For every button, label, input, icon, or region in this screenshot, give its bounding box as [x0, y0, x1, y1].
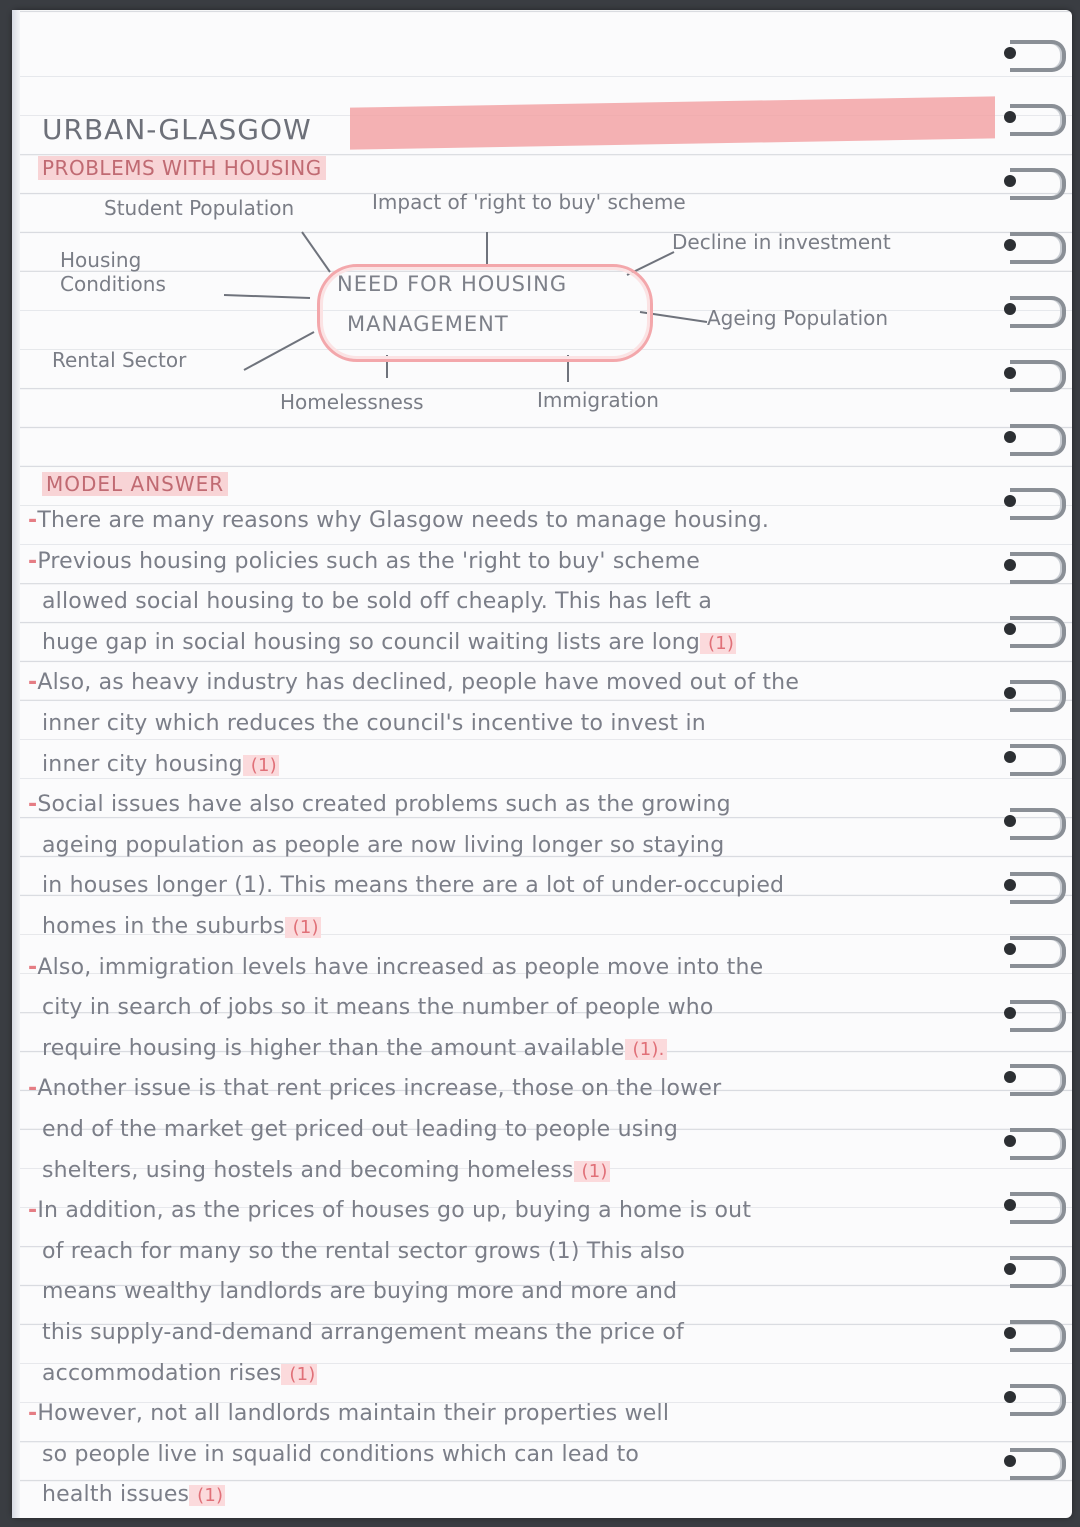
spiral-ring	[1002, 166, 1064, 196]
binding-wire	[1010, 232, 1066, 264]
section-heading-model-answer: MODEL ANSWER	[42, 472, 228, 496]
binding-wire	[1010, 1256, 1066, 1288]
mindmap-rental-sector: Rental Sector	[52, 348, 187, 372]
binding-wire	[1010, 1384, 1066, 1416]
spiral-ring	[1002, 678, 1064, 708]
answer-line	[42, 1239, 685, 1264]
answer-line	[28, 1076, 721, 1101]
answer-text: inner city which reduces the council's incentive to invest in	[42, 711, 706, 736]
answer-line	[42, 995, 714, 1020]
spiral-ring	[1002, 102, 1064, 132]
spiral-ring	[1002, 1126, 1064, 1156]
mindmap-center-line2: MANAGEMENT	[347, 312, 509, 336]
bullet-dash: -	[28, 548, 38, 574]
answer-text: Another issue is that rent prices increase, those on the lower	[37, 1076, 722, 1102]
spiral-ring	[1002, 1254, 1064, 1284]
mark-badge: (1)	[575, 1160, 608, 1182]
mindmap-immigration: Immigration	[537, 388, 659, 412]
notebook-page	[12, 10, 1072, 1518]
answer-line	[28, 955, 763, 980]
answer-line	[42, 1320, 684, 1345]
binding-wire	[1010, 616, 1066, 648]
answer-text: in houses longer (1). This means there are a lot of under-occupied	[42, 873, 785, 899]
answer-line	[28, 670, 799, 695]
answer-line	[28, 1401, 669, 1426]
binding-wire	[1010, 424, 1066, 456]
spiral-ring	[1002, 1318, 1064, 1348]
bullet-dash: -	[28, 1198, 38, 1224]
binding-wire	[1010, 360, 1066, 392]
answer-text: allowed social housing to be sold off cheaply. This has left a	[42, 589, 713, 615]
mark-badge: (1)	[283, 1363, 316, 1385]
binding-wire	[1010, 1128, 1066, 1160]
bullet-dash: -	[28, 954, 38, 980]
binding-wire	[1010, 1320, 1066, 1352]
spiral-ring	[1002, 1382, 1064, 1412]
mindmap-decline-investment: Decline in investment	[672, 230, 891, 254]
section-heading-problems: PROBLEMS WITH HOUSING	[38, 156, 326, 180]
spiral-ring	[1002, 422, 1064, 452]
spiral-ring	[1002, 230, 1064, 260]
page-title: URBAN-GLASGOW	[42, 113, 312, 146]
answer-line	[28, 508, 769, 533]
binding-wire	[1010, 168, 1066, 200]
mindmap-right-to-buy: Impact of 'right to buy' scheme	[372, 190, 686, 214]
binding-wire	[1010, 808, 1066, 840]
mindmap-center-line1: NEED FOR HOUSING	[337, 272, 568, 296]
spiral-ring	[1002, 742, 1064, 772]
answer-text: this supply-and-demand arrangement means the price of	[42, 1320, 684, 1345]
answer-line	[42, 630, 736, 655]
binding-wire	[1010, 1192, 1066, 1224]
spiral-ring	[1002, 294, 1064, 324]
binding-wire	[1010, 744, 1066, 776]
answer-text: shelters, using hostels and becoming homeless	[42, 1157, 574, 1183]
answer-line	[42, 1442, 639, 1467]
binding-wire	[1010, 488, 1066, 520]
answer-text: Also, immigration levels have increased as people move into the	[37, 954, 764, 980]
answer-text: city in search of jobs so it means the number of people who	[42, 995, 714, 1021]
answer-text: of reach for many so the rental sector grows (1) This also	[42, 1238, 686, 1264]
answer-line	[42, 1036, 667, 1061]
bullet-dash: -	[28, 1076, 38, 1102]
binding-wire	[1010, 104, 1066, 136]
spiral-ring	[1002, 806, 1064, 836]
answer-text: Social issues have also created problems such as the growing	[37, 792, 731, 818]
answer-line	[28, 792, 731, 817]
spiral-ring	[1002, 486, 1064, 516]
answer-text: health issues	[42, 1482, 190, 1508]
answer-text: However, not all landlords maintain their properties well	[37, 1401, 670, 1427]
spiral-ring	[1002, 38, 1064, 68]
mindmap-student-population: Student Population	[104, 196, 295, 220]
spiral-ring	[1002, 998, 1064, 1028]
answer-line	[42, 873, 784, 898]
spiral-binding	[1002, 10, 1072, 1518]
spiral-ring	[1002, 1446, 1064, 1476]
answer-line	[42, 711, 706, 736]
answer-text: ageing population as people are now living longer so staying	[42, 832, 725, 858]
answer-line	[28, 549, 700, 574]
answer-text: accommodation rises	[42, 1360, 282, 1386]
mark-badge: (1)	[286, 917, 319, 938]
answer-line	[42, 752, 279, 777]
bullet-dash: -	[28, 1401, 38, 1427]
spiral-ring	[1002, 870, 1064, 900]
binding-wire	[1010, 552, 1066, 584]
answer-text: require housing is higher than the amount available	[42, 1035, 625, 1061]
answer-line	[42, 1117, 678, 1142]
spiral-ring	[1002, 934, 1064, 964]
spiral-ring	[1002, 550, 1064, 580]
answer-text: Also, as heavy industry has declined, people have moved out of the	[37, 670, 800, 696]
spiral-ring	[1002, 358, 1064, 388]
answer-text: homes in the suburbs	[42, 914, 285, 939]
bullet-dash: -	[28, 792, 38, 818]
answer-line	[28, 1198, 751, 1223]
spiral-ring	[1002, 1062, 1064, 1092]
binding-wire	[1010, 680, 1066, 712]
binding-wire	[1010, 936, 1066, 968]
answer-text: Previous housing policies such as the 'right to buy' scheme	[37, 548, 701, 574]
answer-text: In addition, as the prices of houses go up, buying a home is out	[37, 1198, 752, 1224]
mark-badge: (1)	[702, 632, 735, 654]
answer-line	[42, 1361, 317, 1386]
binding-wire	[1010, 40, 1066, 72]
answer-text: means wealthy landlords are buying more and more and	[42, 1279, 678, 1305]
spiral-ring	[1002, 614, 1064, 644]
binding-wire	[1010, 1064, 1066, 1096]
mindmap-ageing-population: Ageing Population	[707, 306, 889, 330]
mark-badge: (1).	[626, 1038, 665, 1060]
bullet-dash: -	[28, 508, 38, 533]
answer-text: end of the market get priced out leading to people using	[42, 1117, 679, 1142]
answer-line	[42, 1158, 610, 1183]
binding-wire	[1010, 1448, 1066, 1480]
answer-text: There are many reasons why Glasgow needs to manage housing.	[37, 508, 770, 533]
binding-wire	[1010, 296, 1066, 328]
answer-text: huge gap in social housing so council waiting lists are long	[42, 629, 701, 655]
answer-line	[42, 1482, 225, 1507]
bullet-dash: -	[28, 670, 38, 696]
answer-line	[42, 589, 712, 614]
mindmap-housing-conditions-line2: Conditions	[60, 272, 166, 296]
mindmap-housing-conditions-line1: Housing	[60, 248, 142, 272]
answer-line	[42, 1279, 677, 1304]
mark-badge: (1)	[244, 754, 277, 776]
answer-line	[42, 833, 724, 858]
spiral-ring	[1002, 1190, 1064, 1220]
binding-wire	[1010, 872, 1066, 904]
answer-line	[42, 914, 321, 939]
binding-wire	[1010, 1000, 1066, 1032]
mark-badge: (1)	[191, 1485, 224, 1507]
answer-text: inner city housing	[42, 751, 243, 777]
mindmap-homelessness: Homelessness	[280, 390, 424, 414]
answer-text: so people live in squalid conditions which can lead to	[42, 1441, 640, 1467]
